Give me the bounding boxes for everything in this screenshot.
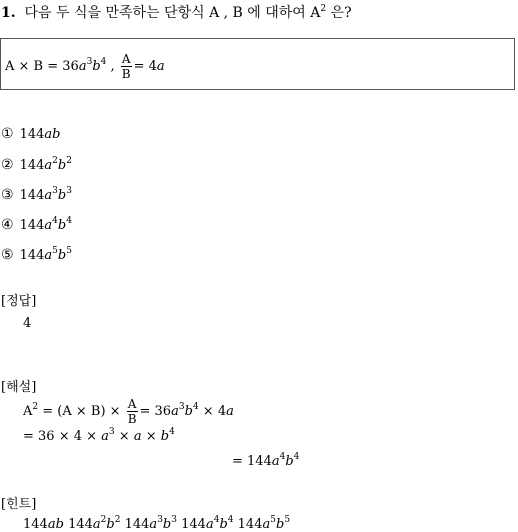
given-rhs: = 4 <box>133 59 157 74</box>
choice-a-exp: 2 <box>52 156 58 166</box>
given-separator: , <box>106 59 119 74</box>
question-tail: 은? <box>326 5 352 21</box>
hint-term: $144a^4b^4$ <box>181 515 234 532</box>
choice-number-icon: ① <box>1 126 14 142</box>
choice-coef: 144 <box>19 188 45 203</box>
given-expression: $A \times B = 36a^3b^4$ , $\frac{A}{B}$ = 4a <box>5 52 165 81</box>
hint-term: $144a^2b^2$ <box>68 515 121 532</box>
choice-coef: 144 <box>19 127 45 142</box>
sol-l1-sup: 2 <box>32 402 39 412</box>
sol-l1-times: × 4 <box>198 404 227 419</box>
sol-l1-lhs: A <box>23 404 33 419</box>
hint-term: $144a^3b^3$ <box>124 515 177 532</box>
hint-line <box>23 517 290 532</box>
choice-number-icon: ③ <box>1 187 14 203</box>
choice-b-exp: 3 <box>66 186 72 196</box>
given-frac-den: B <box>121 67 131 81</box>
hint-term: $144a^5b^5$ <box>237 515 291 532</box>
choice-item[interactable]: ③ $144a^3b^3$ <box>1 186 72 203</box>
sol-l1-mid: = (A × B) × <box>38 404 125 419</box>
choice-a-exp: 3 <box>52 186 58 196</box>
choice-number-icon: ⑤ <box>1 247 14 263</box>
hint-b-exp: 4 <box>227 515 234 525</box>
choice-b-exp: 2 <box>66 156 72 166</box>
question-line <box>1 2 352 22</box>
hint-coef: 144 <box>181 517 206 532</box>
given-frac-num: A <box>121 52 131 66</box>
hint-b-exp: 2 <box>114 515 121 525</box>
hint-b-exp: 5 <box>284 515 291 525</box>
given-a-exp: 3 <box>86 57 93 67</box>
sol-l2-a-exp: 3 <box>108 427 115 437</box>
sol-l1-frac-den: B <box>127 412 137 426</box>
hint-term: 144ab <box>23 517 64 532</box>
given-b-exp: 4 <box>100 57 107 67</box>
question-text: 다음 두 식을 만족하는 단항식 A , B 에 대하여 A <box>24 5 321 21</box>
answer-value: 4 <box>23 316 32 331</box>
hint-label: [힌트] <box>1 497 37 512</box>
solution-line-2: = $36 \times 4 \times a^3 \times a \times b^4$ <box>23 427 175 444</box>
sol-l2-times: × <box>141 429 161 444</box>
sol-l2-mid: × <box>114 429 134 444</box>
sol-l2-b-exp: 4 <box>169 427 175 437</box>
choice-coef: 144 <box>19 248 45 263</box>
hint-coef: 144 <box>23 517 48 532</box>
solution-label: [해설] <box>1 380 37 395</box>
given-fraction <box>121 52 132 81</box>
sol-l1-fraction <box>127 397 138 426</box>
choice-item[interactable]: ① 144ab <box>1 126 61 142</box>
choice-item[interactable]: ④ $144a^4b^4$ <box>1 216 72 233</box>
question-sup: 2 <box>320 4 327 14</box>
solution-line-1: $A^2 = (A \times B)$ × $\frac{A}{B}$ = $36a^3b^4 \times 4a$ <box>23 397 234 426</box>
sol-l2-prefix: = 36 × 4 × <box>23 429 102 444</box>
choice-item[interactable]: ⑤ $144a^5b^5$ <box>1 246 72 263</box>
choice-coef: 144 <box>19 158 45 173</box>
sol-l3-a-exp: 4 <box>279 452 286 462</box>
answer-label: [정답] <box>1 294 37 309</box>
sol-l1-b-exp: 4 <box>192 402 199 412</box>
hint-coef: 144 <box>124 517 150 532</box>
solution-line-3: = $144a^4b^4$ <box>232 452 300 469</box>
choice-b-exp: 4 <box>66 216 72 226</box>
choice-a-exp: 4 <box>52 216 58 226</box>
choice-coef: 144 <box>19 218 45 233</box>
given-lhs: A × B = 36 <box>5 59 79 74</box>
sol-l1-a-exp: 3 <box>178 402 185 412</box>
hint-coef: 144 <box>237 517 263 532</box>
sol-l1-frac-num: A <box>127 397 137 411</box>
sol-l1-rhs: = 36 <box>139 404 172 419</box>
choice-b-exp: 5 <box>66 246 72 256</box>
hint-a-exp: 5 <box>270 515 276 525</box>
choice-number-icon: ④ <box>1 217 14 233</box>
hint-b-exp: 3 <box>171 515 177 525</box>
choice-item[interactable]: ② $144a^2b^2$ <box>1 156 72 173</box>
question-number: 1. <box>1 5 16 21</box>
hint-coef: 144 <box>68 517 93 532</box>
hint-a-exp: 2 <box>100 515 107 525</box>
sol-l3-prefix: = 144 <box>232 454 272 469</box>
choice-number-icon: ② <box>1 157 14 173</box>
choice-a-exp: 5 <box>52 246 58 256</box>
hint-a-exp: 3 <box>157 515 163 525</box>
hint-a-exp: 4 <box>213 515 220 525</box>
sol-l3-b-exp: 4 <box>293 452 300 462</box>
